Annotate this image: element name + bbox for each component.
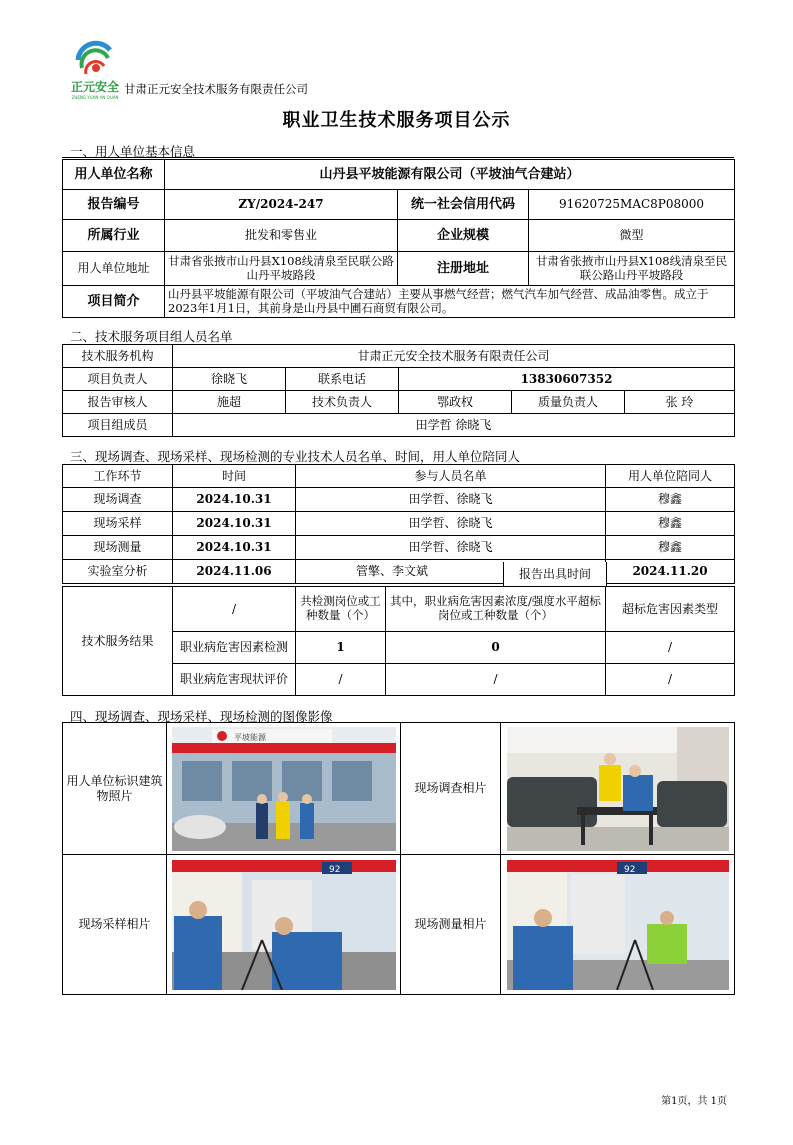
col-participants: 参与人员名单: [296, 465, 606, 488]
table-row: [63, 512, 735, 536]
lab-label: 实验室分析: [63, 560, 173, 584]
station-sign: 平坡能源: [233, 732, 266, 742]
section1-divider: [62, 157, 734, 158]
phone-label: 联系电话: [286, 368, 399, 391]
phone-value: 13830607352: [399, 368, 735, 391]
stage-cell: 现场调查: [63, 488, 173, 512]
detect-count: 1: [296, 632, 386, 664]
employer-info-table: [62, 159, 735, 318]
result-head-exceed: 其中，职业病危害因素浓度/强度水平超标岗位或工种数量（个）: [386, 587, 606, 632]
companion-cell: 穆鑫: [606, 512, 735, 536]
scale-label: 企业规模: [398, 220, 529, 252]
company-logo: [66, 38, 124, 102]
eval-count: /: [296, 664, 386, 696]
eval-label: 职业病危害现状评价: [173, 664, 296, 696]
intro-value: 山丹县平坡能源有限公司（平坡油气合建站）主要从事燃气经营；燃气汽车加气经营、成品油零售。成立于2023年1月1日，其前身是山丹县中圃石商贸有限公司。: [165, 286, 735, 318]
fieldwork-table: [62, 464, 735, 584]
detect-type: /: [606, 632, 735, 664]
employer-label: 用人单位名称: [63, 160, 165, 190]
industry-label: 所属行业: [63, 220, 165, 252]
scale-value: 微型: [529, 220, 735, 252]
participants-cell: 田学哲、徐晓飞: [296, 512, 606, 536]
photo1-label: 用人单位标识建筑物照片: [63, 723, 167, 855]
pump-number: 92: [623, 864, 635, 875]
sampling-photo: [172, 860, 396, 990]
svg-text:正元安全: 正元安全: [70, 80, 120, 94]
measurement-photo: [507, 860, 729, 990]
quality-lead-value: 张 玲: [625, 391, 735, 414]
participants-cell: 田学哲、徐晓飞: [296, 536, 606, 560]
reviewer-label: 报告审核人: [63, 391, 173, 414]
section2-heading: 二、技术服务项目组人员名单: [70, 329, 233, 344]
credit-code-value: 91620725MAC8P08000: [529, 190, 735, 220]
detect-label: 职业病危害因素检测: [173, 632, 296, 664]
col-time: 时间: [173, 465, 296, 488]
tech-lead-label: 技术负责人: [286, 391, 399, 414]
reviewer-value: 施超: [173, 391, 286, 414]
eval-type: /: [606, 664, 735, 696]
col-stage: 工作环节: [63, 465, 173, 488]
photo4-label: 现场测量相片: [401, 855, 501, 995]
col-companion: 用人单位陪同人: [606, 465, 735, 488]
pump-number: 92: [328, 864, 340, 875]
section4-heading: 四、现场调查、现场采样、现场检测的图像影像: [70, 709, 333, 724]
company-header: 甘肃正元安全技术服务有限责任公司: [124, 82, 308, 96]
members-value: 田学哲 徐晓飞: [173, 414, 735, 437]
companion-cell: 穆鑫: [606, 536, 735, 560]
detect-exceed: 0: [386, 632, 606, 664]
agency-label: 技术服务机构: [63, 345, 173, 368]
lab-time: 2024.11.06: [173, 560, 296, 584]
result-head-type: 超标危害因素类型: [606, 587, 735, 632]
companion-cell: 穆鑫: [606, 488, 735, 512]
document-title: 职业卫生技术服务项目公示: [282, 110, 511, 131]
report-no-label: 报告编号: [63, 190, 165, 220]
address-label: 用人单位地址: [63, 252, 165, 286]
section3-heading: 三、现场调查、现场采样、现场检测的专业技术人员名单、时间，用人单位陪同人: [70, 449, 521, 464]
report-date-value: 2024.11.20: [606, 560, 735, 584]
stage-cell: 现场测量: [63, 536, 173, 560]
building-photo: [172, 727, 396, 851]
svg-text:ZHENG YUAN AN QUAN: ZHENG YUAN AN QUAN: [71, 95, 119, 100]
survey-photo: [507, 727, 729, 851]
section1-heading: 一、用人单位基本信息: [70, 144, 196, 159]
address-value: 甘肃省张掖市山丹县X108线清泉至民联公路山丹平坡路段: [165, 252, 398, 286]
team-table: [62, 344, 735, 437]
results-table: [62, 586, 735, 696]
industry-value: 批发和零售业: [165, 220, 398, 252]
time-cell: 2024.10.31: [173, 512, 296, 536]
table-row: [63, 488, 735, 512]
agency-value: 甘肃正元安全技术服务有限责任公司: [173, 345, 735, 368]
reg-address-value: 甘肃省张掖市山丹县X108线清泉至民联公路山丹平坡路段: [529, 252, 735, 286]
table-row: [63, 536, 735, 560]
page-number: 第1页，共 1页: [661, 1096, 727, 1107]
tech-lead-value: 鄂政权: [399, 391, 512, 414]
photos-table: [62, 722, 735, 995]
credit-code-label: 统一社会信用代码: [398, 190, 529, 220]
pm-label: 项目负责人: [63, 368, 173, 391]
report-date-label: 报告出具时间: [503, 562, 607, 586]
result-head-slash: /: [173, 587, 296, 632]
pm-value: 徐晓飞: [173, 368, 286, 391]
photo2-label: 现场调查相片: [401, 723, 501, 855]
stage-cell: 现场采样: [63, 512, 173, 536]
time-cell: 2024.10.31: [173, 536, 296, 560]
employer-value: 山丹县平坡能源有限公司（平坡油气合建站）: [165, 160, 735, 190]
photo3-label: 现场采样相片: [63, 855, 167, 995]
lab-participants: 管擎、李文斌: [296, 560, 606, 584]
reg-address-label: 注册地址: [398, 252, 529, 286]
participants-cell: 田学哲、徐晓飞: [296, 488, 606, 512]
result-head-count: 共检测岗位或工种数量（个）: [296, 587, 386, 632]
quality-lead-label: 质量负责人: [512, 391, 625, 414]
result-label: 技术服务结果: [63, 587, 173, 696]
intro-label: 项目简介: [63, 286, 165, 318]
members-label: 项目组成员: [63, 414, 173, 437]
eval-exceed: /: [386, 664, 606, 696]
report-no-value: ZY/2024-247: [165, 190, 398, 220]
time-cell: 2024.10.31: [173, 488, 296, 512]
